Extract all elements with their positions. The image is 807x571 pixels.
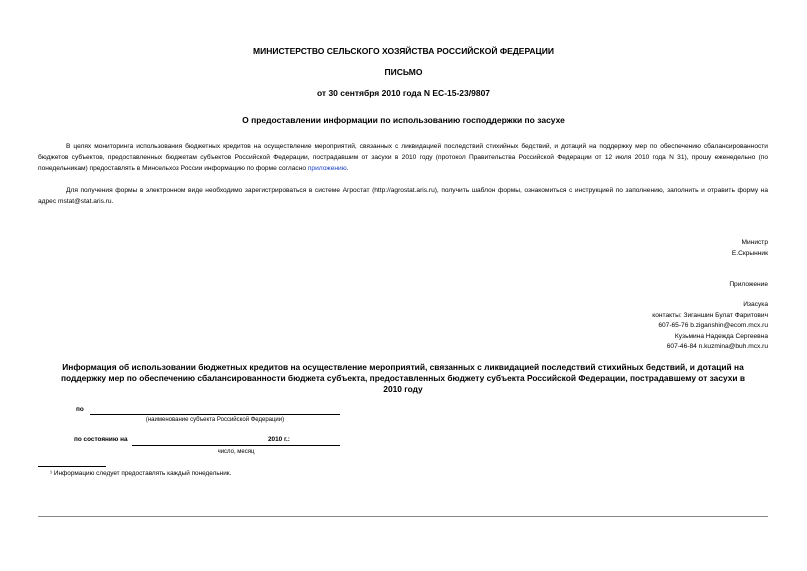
subject-name-line[interactable]: [90, 414, 340, 415]
date-caption: число, месяц: [217, 449, 255, 455]
form-title: [38, 362, 768, 395]
letter-subject: О предоставлении информации по использованию господдержки по засухе: [242, 115, 565, 125]
doc-type: ПИСЬМО: [384, 67, 423, 77]
footnote-separator: [38, 466, 106, 467]
page-bottom-divider: [38, 516, 768, 517]
ministry-heading: МИНИСТЕРСТВО СЕЛЬСКОГО ХОЗЯЙСТВА РОССИЙСКОЙ ФЕДЕРАЦИИ: [253, 46, 554, 56]
subject-caption: (наименование субъекта Российской Федерации): [145, 417, 285, 423]
signature-name: Е.Скрынник: [731, 249, 768, 257]
signature-block: [732, 238, 768, 259]
form-title-line: Информация об использовании бюджетных кредитов на осуществление мероприятий, связанных с ликвидацией последствий стихийных бедствий, и дотаций на: [62, 362, 744, 372]
date-label: по состоянию на: [74, 436, 128, 443]
contact-line: контакты: Зиганшин Булат Фаритович: [652, 311, 768, 319]
contact-line: 607-46-84 n.kuzmina@buh.mcx.ru: [666, 343, 768, 351]
body-paragraph-1-text: В целях мониторинга использования бюджетных кредитов на осуществление мероприятий, связанных с ликвидацией последствий стихийных бедствий, и дотаций на поддержку мер по обеспечению сбалансированности бюджетов субъектов, предоставленных бюджетам субъектов Российской Федерации, пострадавшим от засухи в 2010 году (протокол Правительства Российской Федерации от 12 июля 2010 года N 31), прошу еженедельно (по понедельникам) предоставлять в Минсельхоз России информацию по форме согласно: [38, 143, 768, 172]
contacts-block: [652, 300, 768, 353]
date-input-line[interactable]: [132, 445, 340, 446]
subject-label: по: [76, 406, 84, 413]
appendix-from: Изасука: [743, 301, 768, 308]
footnote: ¹ Информацию следует предоставлять каждый понедельник.: [50, 470, 232, 477]
body-paragraph-1-end: .: [346, 165, 349, 172]
contact-line: Кузьмина Надежда Сергеевна: [674, 332, 768, 340]
body-paragraph-1: [38, 141, 768, 174]
date-number: от 30 сентября 2010 года N ЕС-15-23/9807: [316, 88, 491, 98]
form-title-line: 2010 году: [383, 384, 423, 394]
contact-line: 607-65-76 b.ziganshin@ecom.mcx.ru: [658, 322, 768, 330]
appendix-link[interactable]: приложению: [307, 165, 347, 172]
signature-position: Министр: [741, 239, 768, 246]
form-title-line: поддержку мер по обеспечению сбалансированности бюджета субъекта, предоставленных бюджету субъекта Российской Федерации, пострадавшему от засухи в: [60, 373, 746, 383]
appendix-label: Приложение: [729, 281, 768, 288]
body-paragraph-2: Для получения формы в электронном виде необходимо зарегистрироваться в системе Агростат (http://agrostat.aris.ru), получить шаблон формы, ознакомиться с инструкцией по заполнению, заполнить и отравить форму на адрес mstat@stat.aris.ru.: [38, 187, 768, 205]
date-year: 2010 г.:: [268, 436, 290, 443]
